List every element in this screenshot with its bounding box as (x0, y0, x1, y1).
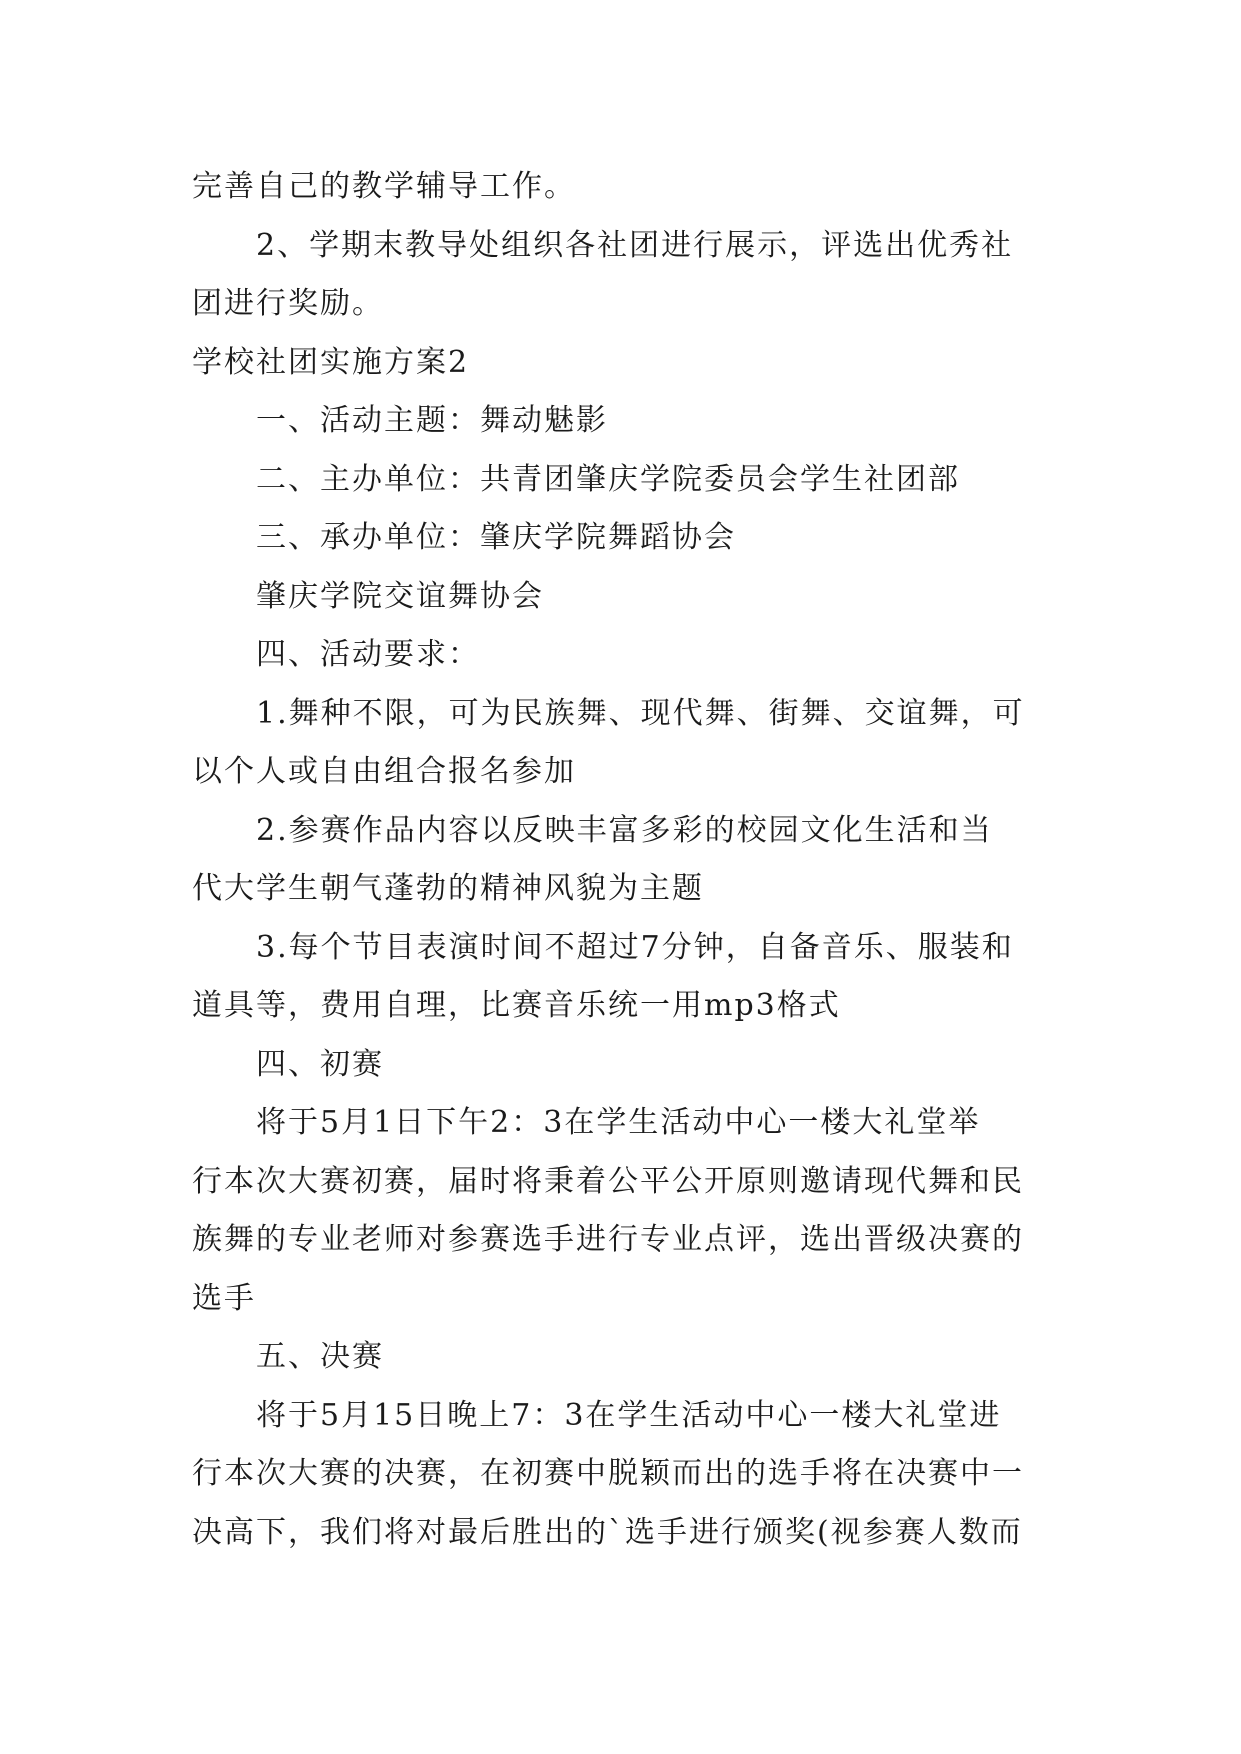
text-line: 2.参赛作品内容以反映丰富多彩的校园文化生活和当 (256, 812, 993, 848)
text-line: 肇庆学院交谊舞协会 (256, 578, 544, 614)
text-line: 族舞的专业老师对参赛选手进行专业点评，选出晋级决赛的 (192, 1222, 1024, 1257)
text-line: 团进行奖励。 (192, 286, 384, 321)
text-line: 二、主办单位：共青团肇庆学院委员会学生社团部 (256, 461, 960, 497)
text-line: 行本次大赛的决赛，在初赛中脱颖而出的选手将在决赛中一 (192, 1456, 1024, 1491)
text-line: 代大学生朝气蓬勃的精神风貌为主题 (192, 871, 704, 906)
text-line: 道具等，费用自理，比赛音乐统一用mp3格式 (192, 988, 841, 1023)
text-line: 完善自己的教学辅导工作。 (192, 169, 576, 204)
text-line: 3.每个节目表演时间不超过7分钟，自备音乐、服装和 (256, 929, 1014, 965)
text-line: 四、活动要求： (256, 637, 480, 672)
text-line: 三、承办单位：肇庆学院舞蹈协会 (256, 520, 736, 555)
section-title: 学校社团实施方案2 (192, 344, 470, 380)
document-body (192, 158, 1052, 1562)
text-line: 2、学期末教导处组织各社团进行展示，评选出优秀社 (256, 227, 1014, 263)
text-line: 一、活动主题：舞动魅影 (256, 403, 608, 438)
text-line: 以个人或自由组合报名参加 (192, 754, 576, 789)
text-line: 行本次大赛初赛，届时将秉着公平公开原则邀请现代舞和民 (192, 1163, 1024, 1199)
text-line: 将于5月1日下午2：3在学生活动中心一楼大礼堂举 (256, 1105, 981, 1140)
text-line: 四、初赛 (256, 1046, 384, 1082)
text-line: 将于5月15日晚上7：3在学生活动中心一楼大礼堂进 (256, 1397, 1002, 1433)
text-line: 1.舞种不限，可为民族舞、现代舞、街舞、交谊舞，可 (256, 695, 1025, 731)
text-line: 选手 (192, 1280, 256, 1316)
text-line: 五、决赛 (256, 1339, 384, 1374)
text-line: 决高下，我们将对最后胜出的`选手进行颁奖(视参赛人数而 (192, 1514, 1023, 1550)
